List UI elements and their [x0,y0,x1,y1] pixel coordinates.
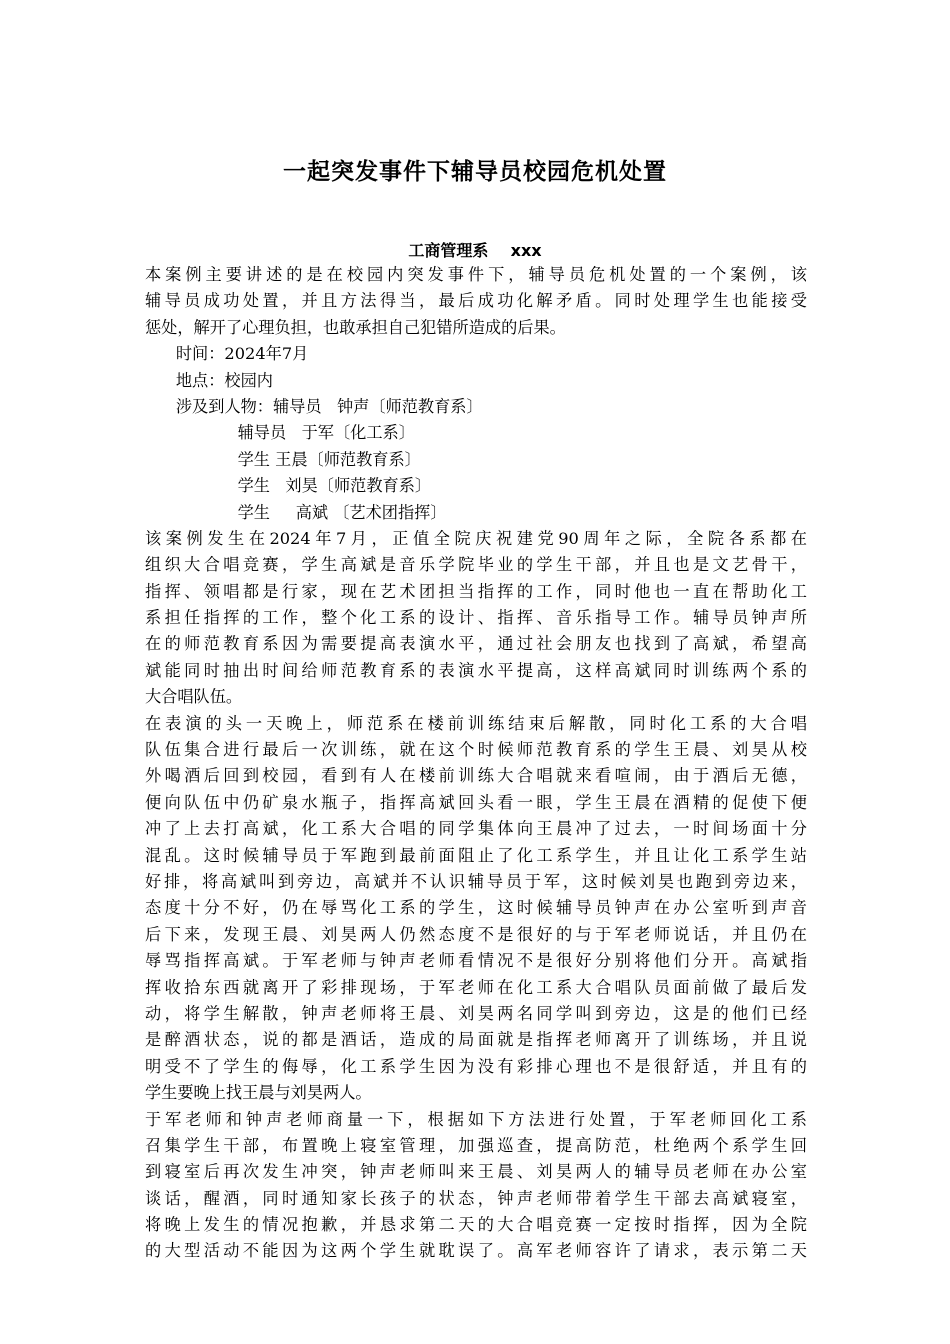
text-line: 本案例主要讲述的是在校园内突发事件下，辅导员危机处置的一个案例，该 [145,265,807,284]
text-line: 斌能同时抽出时间给师范教育系的表演水平提高，这样高斌同时训练两个系的 [145,660,807,680]
text-line: 指挥、领唱都是行家，现在艺术团担当指挥的工作，同时他也一直在帮助化工 [145,581,807,601]
author-line: 工商管理系 xxx [408,241,542,260]
text-line: 地点：校园内 [145,370,273,390]
text-line: 辅导员成功处置，并且方法得当，最后成功化解矛盾。同时处理学生也能接受 [145,291,807,311]
text-line: 便向队伍中仍矿泉水瓶子，指挥高斌回头看一眼，学生王晨在酒精的促使下便 [145,792,807,812]
text-line: 组织大合唱竞赛，学生高斌是音乐学院毕业的学生干部，并且也是文艺骨干， [145,555,807,575]
text-line: 态度十分不好，仍在辱骂化工系的学生，这时候辅导员钟声在办公室听到声音 [145,898,807,918]
text-line: 的大型活动不能因为这两个学生就耽误了。高军老师容许了请求，表示第二天 [145,1241,807,1261]
text-line: 在的师范教育系因为需要提高表演水平，通过社会朋友也找到了高斌，希望高 [145,634,807,654]
text-line: 系担任指挥的工作，整个化工系的设计、指挥、音乐指导工作。辅导员钟声所 [145,608,807,628]
text-line: 涉及到人物：辅导员 钟声〔师范教育系〕 [145,396,483,416]
text-line: 该案例发生在2024年7月，正值全院庆祝建党90周年之际，全院各系都在 [145,528,807,548]
text-line: 学生 高斌 〔艺术团指挥〕 [145,502,447,522]
text-line: 动，将学生解散，钟声老师将王晨、刘昊两名同学叫到旁边，这是的他们已经 [145,1003,807,1023]
document-title: 一起突发事件下辅导员校园危机处置 [283,159,667,185]
text-line: 外喝酒后回到校园，看到有人在楼前训练大合唱就来看喧闹，由于酒后无德， [145,766,807,786]
text-line: 是醉酒状态，说的都是酒话，造成的局面就是指挥老师离开了训练场，并且说 [145,1030,807,1050]
text-line: 后下来，发现王晨、刘昊两人仍然态度不是很好的与于军老师说话，并且仍在 [145,924,807,944]
text-line: 谈话，醒酒，同时通知家长孩子的状态，钟声老师带着学生干部去高斌寝室， [145,1188,807,1208]
text-line: 到寝室后再次发生冲突，钟声老师叫来王晨、刘昊两人的辅导员老师在办公室 [145,1162,807,1182]
text-line: 于军老师和钟声老师商量一下，根据如下方法进行处置，于军老师回化工系 [145,1109,807,1129]
text-line: 学生 王晨〔师范教育系〕 [145,449,421,469]
text-line: 混乱。这时候辅导员于军跑到最前面阻止了化工系学生，并且让化工系学生站 [145,845,807,865]
text-line: 冲了上去打高斌，化工系大合唱的同学集体向王晨冲了过去，一时间场面十分 [145,819,807,839]
text-line: 辱骂指挥高斌。于军老师与钟声老师看情况不是很好分别将他们分开。高斌指 [145,951,807,971]
text-line: 惩处，解开了心理负担，也敢承担自己犯错所造成的后果。 [145,317,566,337]
document-body [145,262,807,1265]
text-line: 队伍集合进行最后一次训练，就在这个时候师范教育系的学生王晨、刘昊从校 [145,740,807,760]
text-line: 在表演的头一天晚上，师范系在楼前训练结束后解散，同时化工系的大合唱 [145,713,807,733]
text-line: 明受不了学生的侮辱，化工系学生因为没有彩排心理也不是很舒适，并且有的 [145,1056,807,1076]
text-line: 好排，将高斌叫到旁边，高斌并不认识辅导员于军，这时候刘昊也跑到旁边来， [145,871,807,891]
text-line: 辅导员 于军〔化工系〕 [145,423,415,443]
text-line: 召集学生干部，布置晚上寝室管理，加强巡查，提高防范，杜绝两个系学生回 [145,1135,807,1155]
text-line: 大合唱队伍。 [145,687,243,707]
text-line: 学生要晚上找王晨与刘昊两人。 [145,1083,372,1103]
text-line: 时间：2024年7月 [145,344,309,364]
text-line: 挥收拾东西就离开了彩排现场，于军老师在化工系大合唱队员面前做了最后发 [145,977,807,997]
text-line: 学生 刘昊〔师范教育系〕 [145,476,432,496]
text-line: 将晚上发生的情况抱歉，并恳求第二天的大合唱竞赛一定按时指挥，因为全院 [145,1215,807,1235]
